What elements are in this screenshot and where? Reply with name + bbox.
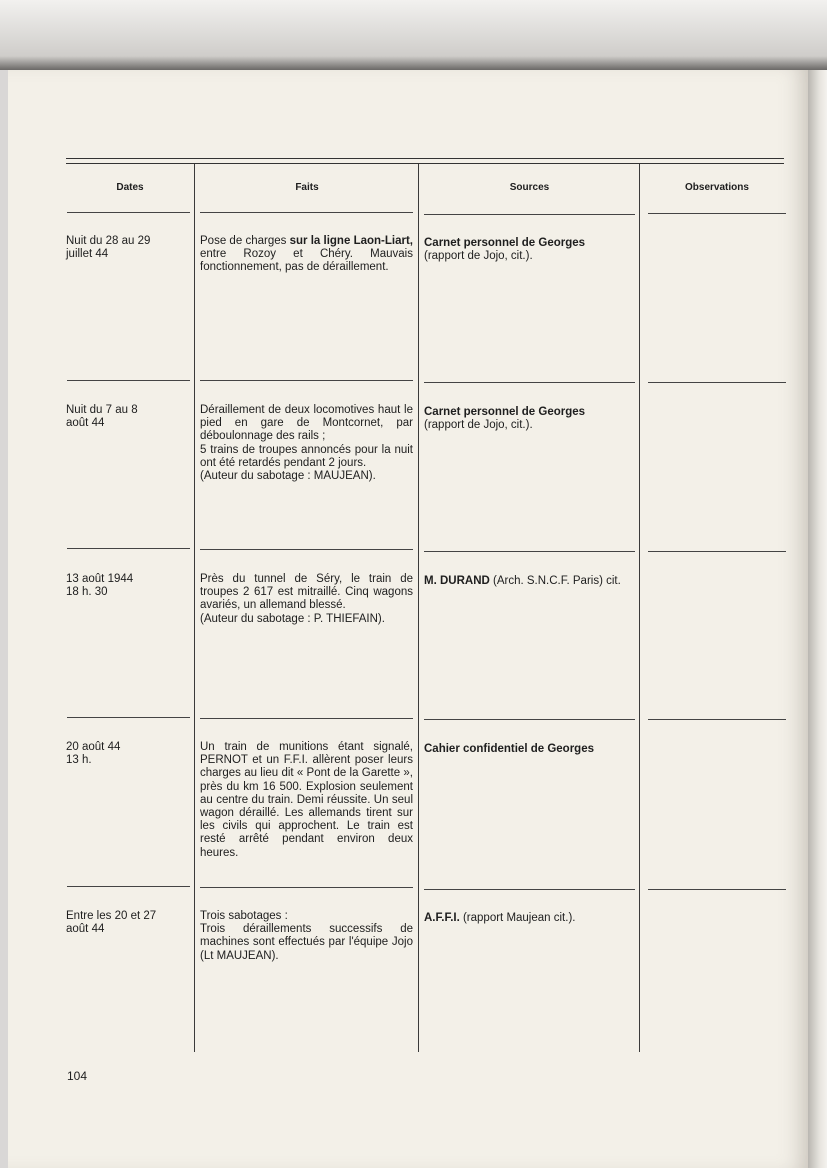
- source-bold-text: Carnet personnel de Georges: [424, 406, 586, 418]
- date-line: août 44: [66, 923, 105, 936]
- row-rule: [424, 382, 635, 383]
- fait-text: Déraillement de deux locomotives haut le pied en gare de Montcornet, par déboulonnage des rails ;: [200, 404, 413, 443]
- row-3-dates: [66, 573, 190, 599]
- source-text: (rapport de Jojo, cit.).: [424, 250, 533, 263]
- row-rule: [424, 719, 635, 720]
- header-rule-left: [66, 158, 424, 164]
- row-4-dates: [66, 741, 190, 767]
- source-bold-text: M. DURAND: [424, 575, 490, 587]
- row-rule: [67, 380, 190, 381]
- date-line: août 44: [66, 417, 105, 430]
- source-text: (Arch. S.N.C.F. Paris) cit.: [489, 575, 621, 587]
- row-rule: [67, 717, 190, 718]
- source-bold-text: Cahier confidentiel de Georges: [424, 743, 594, 755]
- date-line: 13 h.: [66, 754, 92, 767]
- header-rule-right: [424, 158, 784, 164]
- row-rule: [67, 548, 190, 549]
- date-line: Entre les 20 et 27: [66, 910, 157, 922]
- fait-text: 5 trains de troupes annoncés pour la nuit ont été retardés pendant 2 jours.: [200, 443, 413, 469]
- row-3-sources: [424, 575, 635, 588]
- fait-text: Trois sabotages :: [200, 910, 288, 922]
- date-line: Nuit du 7 au 8: [66, 404, 138, 416]
- fait-text: Près du tunnel de Séry, le train de troupes 2 617 est mitraillé. Cinq wagons avariés, un allemand blessé.: [200, 573, 413, 612]
- source-bold-text: A.F.F.I.: [424, 912, 460, 924]
- row-rule: [200, 718, 413, 719]
- row-2-sources: [424, 406, 635, 432]
- fait-text: Trois déraillements successifs de machines sont effectués par l'équipe Jojo (Lt MAUJEAN).: [200, 923, 413, 962]
- row-4-faits: [200, 741, 413, 860]
- fait-text: Pose de charges: [200, 235, 290, 247]
- fait-text: entre Rozoy et Chéry. Mauvais fonctionnement, pas de déraillement.: [200, 248, 413, 274]
- date-line: Nuit du 28 au 29: [66, 235, 151, 247]
- row-1-sources: [424, 237, 635, 263]
- row-2-faits: [200, 404, 413, 483]
- date-line: 20 août 44: [66, 741, 121, 753]
- row-2-dates: [66, 404, 190, 430]
- row-rule: [424, 551, 635, 552]
- row-rule: [648, 889, 786, 890]
- fait-text: (Auteur du sabotage : P. THIEFAIN).: [200, 612, 385, 625]
- source-bold-text: Carnet personnel de Georges: [424, 237, 586, 249]
- row-rule: [200, 549, 413, 550]
- row-5-dates: [66, 910, 190, 936]
- row-4-sources: [424, 743, 635, 756]
- row-rule: [648, 213, 786, 214]
- date-line: 18 h. 30: [66, 586, 108, 599]
- row-rule: [200, 212, 413, 213]
- row-rule: [67, 212, 190, 213]
- row-3-faits: [200, 573, 413, 626]
- header-dates: Dates: [116, 182, 144, 193]
- date-line: 13 août 1944: [66, 573, 134, 585]
- row-rule: [424, 214, 635, 215]
- column-divider-2: [418, 164, 419, 1052]
- source-text: (rapport de Jojo, cit.).: [424, 419, 533, 432]
- row-1-faits: [200, 235, 413, 275]
- column-divider-1: [194, 164, 195, 1052]
- row-5-sources: [424, 912, 635, 925]
- row-rule: [200, 380, 413, 381]
- scanner-background: [0, 0, 827, 70]
- row-rule: [648, 382, 786, 383]
- row-5-faits: [200, 910, 413, 963]
- source-text: (rapport Maujean cit.).: [459, 912, 576, 924]
- fait-bold-text: sur la ligne Laon-Liart,: [289, 235, 413, 247]
- row-rule: [200, 887, 413, 888]
- header-sources: Sources: [509, 182, 550, 193]
- row-rule: [648, 551, 786, 552]
- row-rule: [67, 886, 190, 887]
- page-number: 104: [67, 1069, 88, 1083]
- header-observations: Observations: [685, 182, 749, 193]
- page-edge: [808, 70, 827, 1168]
- fait-text: (Auteur du sabotage : MAUJEAN).: [200, 470, 376, 483]
- header-faits: Faits: [295, 182, 319, 193]
- row-rule: [424, 889, 635, 890]
- row-rule: [648, 719, 786, 720]
- fait-text: Un train de munitions étant signalé, PERNOT et un F.F.I. allèrent poser leurs charges au lieu dit « Pont de la Garette », près du km 16 500. Explosion seulement au centre du train. Demi réussite. Un seul wagon déraillé. Les allemands tirent sur les civils qui approchent. Le train est resté arrêté pendant environ deux heures.: [200, 741, 413, 859]
- column-divider-3: [639, 164, 640, 1052]
- date-line: juillet 44: [66, 248, 109, 261]
- row-1-dates: [66, 235, 190, 261]
